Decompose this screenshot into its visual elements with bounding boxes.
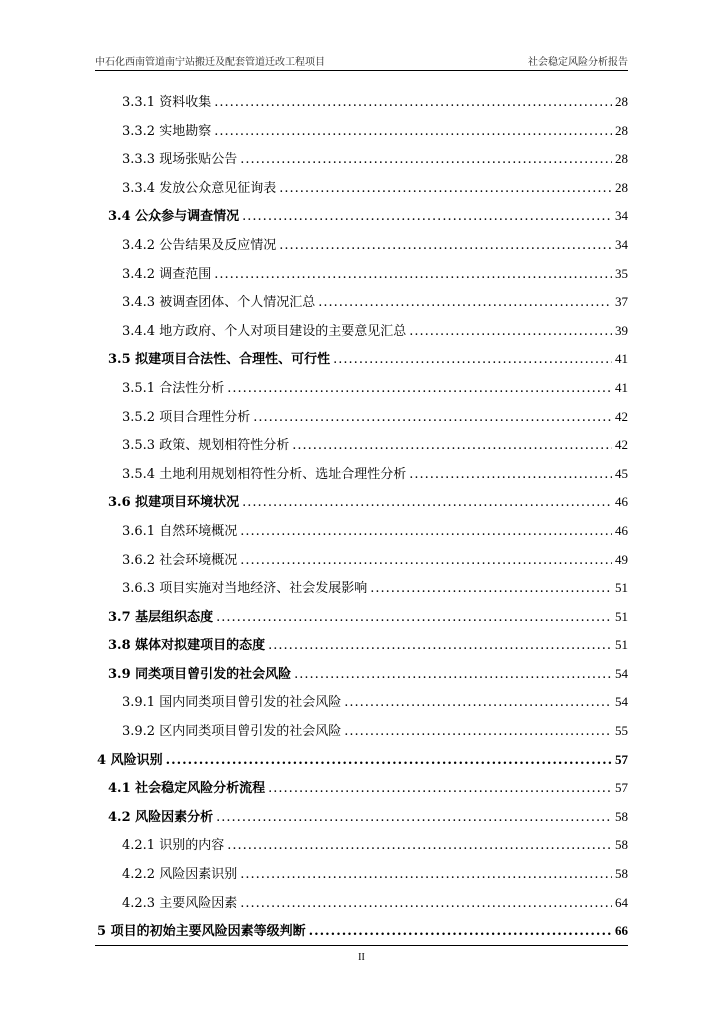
- dot-leader: [214, 118, 612, 147]
- toc-entry-title: 3.5.2 项目合理性分析: [122, 409, 251, 425]
- dot-leader: [344, 718, 612, 747]
- toc-entry-page: 46: [615, 494, 628, 510]
- toc-entry-page: 51: [615, 637, 628, 653]
- toc-entry[interactable]: [95, 202, 628, 231]
- dot-leader: [309, 918, 612, 947]
- toc-entry-title: 4.2.2 风险因素识别: [122, 867, 238, 883]
- toc-entry-title: 3.3.1 资料收集: [122, 95, 212, 110]
- toc-entry-title: 3.3.4 发放公众意见征询表: [122, 180, 277, 196]
- toc-entry-title: 3.8 媒体对拟建项目的态度: [108, 638, 266, 654]
- toc-entry-title: 3.7 基层组织态度: [108, 609, 214, 625]
- dot-leader: [227, 375, 612, 404]
- toc-entry-title: 4 风险识别: [97, 752, 163, 768]
- toc-entry-title: 3.6.1 自然环境概况: [122, 523, 238, 539]
- toc-entry-page: 37: [615, 294, 628, 310]
- toc-entry-page: 41: [615, 351, 628, 367]
- dot-leader: [240, 861, 612, 890]
- dot-leader: [240, 890, 612, 919]
- toc-entry[interactable]: [95, 288, 628, 317]
- toc-entry-page: 41: [615, 379, 628, 395]
- toc-entry[interactable]: [95, 260, 628, 289]
- toc-entry-title: 4.2 风险因素分析: [108, 809, 214, 825]
- toc-entry[interactable]: [95, 174, 628, 203]
- dot-leader: [240, 146, 612, 175]
- toc-entry[interactable]: [95, 460, 628, 489]
- toc-entry-title: 3.9.2 区内同类项目曾引发的社会风险: [122, 724, 342, 740]
- page-header: [95, 48, 628, 71]
- toc-entry[interactable]: [95, 517, 628, 546]
- toc-entry[interactable]: [95, 488, 628, 517]
- toc-entry[interactable]: [95, 688, 628, 717]
- toc-entry[interactable]: [95, 317, 628, 346]
- toc-entry-title: 3.4 公众参与调查情况: [108, 209, 240, 225]
- toc-entry-title: 4.2.3 主要风险因素: [122, 895, 238, 911]
- toc-entry-page: 42: [615, 437, 628, 453]
- dot-leader: [344, 689, 612, 718]
- dot-leader: [216, 604, 612, 633]
- toc-entry[interactable]: [95, 546, 628, 575]
- toc-entry[interactable]: [95, 603, 628, 632]
- dot-leader: [268, 775, 612, 804]
- toc-entry[interactable]: [95, 831, 628, 860]
- toc-entry-title: 3.3.3 现场张贴公告: [122, 152, 238, 168]
- dot-leader: [253, 404, 612, 433]
- toc-entry-page: 39: [615, 322, 628, 338]
- toc-entry-title: 3.6.3 项目实施对当地经济、社会发展影响: [122, 581, 368, 597]
- toc-entry-title: 3.6.2 社会环境概况: [122, 552, 238, 568]
- toc-entry-page: 58: [615, 866, 628, 882]
- toc-entry[interactable]: [95, 717, 628, 746]
- toc-entry-page: 28: [615, 122, 628, 138]
- page-number: II: [358, 952, 365, 963]
- toc-entry-title: 3.3.2 实地勘察: [122, 123, 212, 139]
- toc-entry[interactable]: [95, 145, 628, 174]
- dot-leader: [242, 203, 612, 232]
- toc-entry-page: 28: [615, 151, 628, 167]
- toc-entry-title: 3.5.1 合法性分析: [122, 380, 225, 396]
- toc-entry-title: 3.4.2 调查范围: [122, 266, 212, 282]
- dot-leader: [294, 661, 612, 690]
- toc-entry-page: 28: [615, 179, 628, 195]
- dot-leader: [242, 489, 612, 518]
- header-report-title: 社会稳定风险分析报告: [528, 57, 628, 68]
- toc-entry-title: 3.9.1 国内同类项目曾引发的社会风险: [122, 695, 342, 711]
- dot-leader: [227, 832, 612, 861]
- toc-entry-title: 3.4.4 地方政府、个人对项目建设的主要意见汇总: [122, 323, 407, 339]
- dot-leader: [333, 346, 612, 375]
- toc-entry-title: 4.2.1 识别的内容: [122, 838, 225, 854]
- dot-leader: [279, 175, 612, 204]
- toc-entry[interactable]: [95, 117, 628, 146]
- toc-entry-page: 57: [615, 751, 628, 767]
- toc-entry[interactable]: [95, 345, 628, 374]
- dot-leader: [166, 747, 612, 776]
- toc-entry[interactable]: [95, 88, 628, 117]
- toc-entry-page: 55: [615, 723, 628, 739]
- toc-entry[interactable]: [95, 660, 628, 689]
- toc-entry-page: 64: [615, 894, 628, 910]
- dot-leader: [370, 575, 612, 604]
- toc-entry[interactable]: [95, 374, 628, 403]
- toc-entry-page: 66: [615, 923, 628, 939]
- dot-leader: [292, 432, 612, 461]
- toc-entry[interactable]: [95, 746, 628, 775]
- dot-leader: [240, 547, 612, 576]
- toc-entry-page: 34: [615, 208, 628, 224]
- toc-entry[interactable]: [95, 860, 628, 889]
- page-footer: [95, 945, 628, 963]
- dot-leader: [240, 518, 612, 547]
- table-of-contents: [95, 88, 628, 946]
- toc-entry-title: 3.9 同类项目曾引发的社会风险: [108, 666, 292, 682]
- toc-entry[interactable]: [95, 431, 628, 460]
- toc-entry-page: 54: [615, 694, 628, 710]
- dot-leader: [279, 232, 612, 261]
- toc-entry[interactable]: [95, 803, 628, 832]
- toc-entry-title: 4.1 社会稳定风险分析流程: [108, 781, 266, 797]
- toc-entry[interactable]: [95, 774, 628, 803]
- toc-entry-page: 54: [615, 665, 628, 681]
- toc-entry-page: 28: [615, 94, 628, 109]
- toc-entry-title: 3.5.3 政策、规划相符性分析: [122, 438, 290, 454]
- toc-entry-page: 51: [615, 608, 628, 624]
- toc-entry-page: 45: [615, 465, 628, 481]
- toc-entry-title: 3.4.3 被调查团体、个人情况汇总: [122, 295, 316, 311]
- toc-entry-title: 5 项目的初始主要风险因素等级判断: [97, 924, 306, 940]
- header-project-title: 中石化西南管道南宁站搬迁及配套管道迁改工程项目: [95, 57, 325, 68]
- dot-leader: [214, 261, 612, 290]
- dot-leader: [409, 461, 612, 490]
- toc-entry[interactable]: [95, 631, 628, 660]
- toc-entry-page: 35: [615, 265, 628, 281]
- toc-entry[interactable]: [95, 231, 628, 260]
- toc-entry-page: 51: [615, 580, 628, 596]
- toc-entry[interactable]: [95, 917, 628, 946]
- toc-entry-page: 57: [615, 780, 628, 796]
- toc-entry-page: 46: [615, 522, 628, 538]
- dot-leader: [268, 632, 612, 661]
- toc-entry[interactable]: [95, 403, 628, 432]
- toc-entry-title: 3.4.2 公告结果及反应情况: [122, 237, 277, 253]
- toc-entry-title: 3.6 拟建项目环境状况: [108, 495, 240, 511]
- toc-entry-page: 58: [615, 837, 628, 853]
- dot-leader: [318, 289, 612, 318]
- toc-entry[interactable]: [95, 889, 628, 918]
- toc-entry[interactable]: [95, 574, 628, 603]
- toc-entry-page: 49: [615, 551, 628, 567]
- dot-leader: [216, 804, 612, 833]
- toc-entry-title: 3.5 拟建项目合法性、合理性、可行性: [108, 352, 331, 368]
- toc-entry-title: 3.5.4 土地利用规划相符性分析、选址合理性分析: [122, 466, 407, 482]
- dot-leader: [214, 89, 612, 118]
- toc-entry-page: 58: [615, 808, 628, 824]
- toc-entry-page: 34: [615, 236, 628, 252]
- dot-leader: [409, 318, 612, 347]
- toc-entry-page: 42: [615, 408, 628, 424]
